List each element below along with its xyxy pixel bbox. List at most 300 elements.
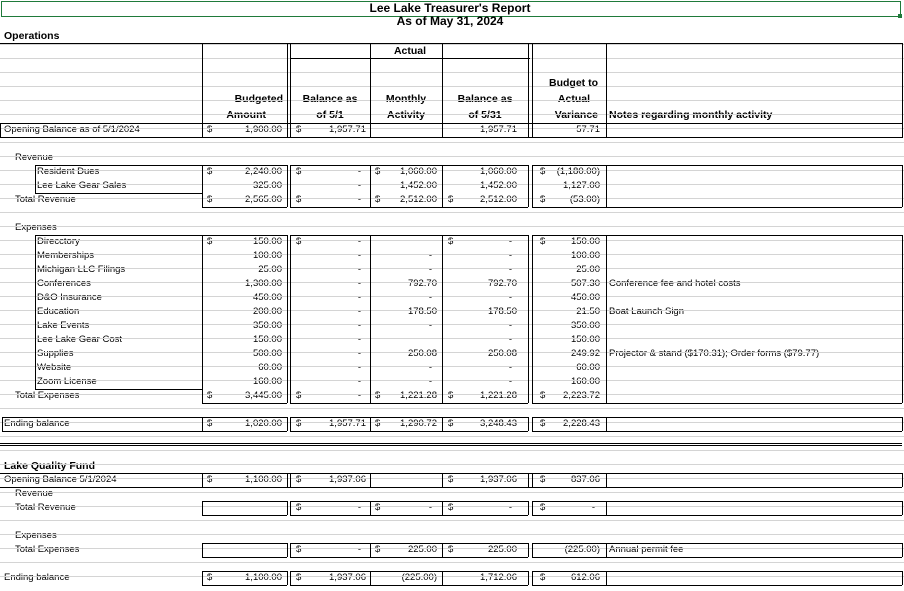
row-label: Education [37, 306, 80, 317]
dollar-sign: $ [296, 124, 302, 135]
cell-monthly: 250.08 [407, 348, 437, 359]
h-line [532, 207, 606, 208]
h-line [606, 431, 902, 432]
h-line [606, 501, 902, 502]
h-line [532, 235, 606, 236]
dollar-sign: $ [448, 236, 454, 247]
cell-variance: 100.00 [570, 250, 600, 261]
h-line [532, 431, 606, 432]
v-line [287, 417, 288, 431]
cell-monthly: 1,452.00 [400, 180, 437, 191]
h-line [2, 417, 202, 418]
v-line [370, 501, 371, 515]
h-line [442, 585, 528, 586]
cell-bal51: 1,937.06 [329, 572, 366, 583]
v-line [902, 501, 903, 515]
header-variance: Variance [554, 109, 598, 121]
h-line [202, 235, 287, 236]
column-divider [202, 43, 203, 138]
v-line [370, 473, 371, 487]
cell-bal51: 1,957.71 [329, 418, 366, 429]
h-line [370, 417, 442, 418]
dollar-sign: $ [540, 502, 546, 513]
dollar-sign: $ [207, 418, 213, 429]
v-line [442, 235, 443, 403]
dollar-sign: $ [296, 544, 302, 555]
cell-bal51: - [357, 278, 361, 289]
v-line [606, 165, 607, 207]
row-label: Supplies [37, 348, 74, 359]
h-line [532, 403, 606, 404]
cell-bal51: - [357, 180, 361, 191]
h-line [202, 165, 287, 166]
gridline [0, 534, 904, 535]
cell-budget: 200.00 [252, 306, 282, 317]
h-line [442, 515, 528, 516]
cell-monthly: - [428, 362, 432, 373]
gridline [0, 520, 904, 521]
v-line [290, 473, 291, 487]
dollar-sign: $ [448, 544, 454, 555]
column-divider [528, 43, 529, 138]
h-line [290, 417, 370, 418]
cell-variance: 1,127.00 [563, 180, 600, 191]
v-line [528, 235, 529, 403]
cell-bal51: - [357, 348, 361, 359]
cell-variance: 21.50 [576, 306, 600, 317]
cell-monthly: 225.00 [407, 544, 437, 555]
v-line [528, 501, 529, 515]
cell-variance: 25.00 [576, 264, 600, 275]
h-line [202, 473, 287, 474]
cell-bal531: - [508, 362, 512, 373]
v-line [202, 543, 203, 557]
gridline [0, 282, 904, 283]
cell-bal531: - [508, 250, 512, 261]
row-note: Projector & stand ($170.31); Order forms ($79.77) [609, 348, 820, 359]
h-line [202, 557, 287, 558]
cell-bal531: 2,512.00 [480, 194, 517, 205]
gridline [0, 240, 904, 241]
h-line [370, 571, 442, 572]
h-line [290, 585, 370, 586]
h-line [202, 431, 287, 432]
gridline [0, 86, 904, 87]
cell-bal531: 3,248.43 [480, 418, 517, 429]
cell-bal531: 250.08 [487, 348, 517, 359]
dollar-sign: $ [296, 572, 302, 583]
cell-bal51: - [357, 292, 361, 303]
dollar-sign: $ [207, 194, 213, 205]
row-label: Lee Lake Gear Cost [37, 334, 123, 345]
row-label: Total Revenue [15, 194, 76, 205]
dollar-sign: $ [448, 390, 454, 401]
cell-bal51: 1,957.71 [329, 124, 366, 135]
cell-budget: 350.00 [252, 320, 282, 331]
gridline [0, 44, 904, 45]
dollar-sign: $ [207, 572, 213, 583]
column-divider [370, 43, 371, 138]
h-line [442, 207, 528, 208]
v-line [902, 417, 903, 431]
dollar-sign: $ [375, 544, 381, 555]
gridline [0, 562, 904, 563]
row-label: Expenses [15, 222, 57, 233]
header-actual: Actual [557, 93, 590, 105]
h-line [442, 543, 528, 544]
gridline [0, 212, 904, 213]
h-line [370, 515, 442, 516]
v-line [528, 165, 529, 207]
row-label: Website [37, 362, 72, 373]
v-line [287, 571, 288, 585]
row-label: Expenses [15, 530, 57, 541]
header-budgeted: Budgeted [234, 93, 283, 105]
header-activity: Activity [387, 109, 425, 121]
gridline [0, 226, 904, 227]
cell-budget: 160.00 [252, 376, 282, 387]
gridline [0, 128, 904, 129]
v-line [287, 235, 288, 403]
h-line [606, 207, 902, 208]
v-line [442, 165, 443, 207]
h-line [35, 389, 202, 390]
h-line [606, 487, 902, 488]
h-line [532, 585, 606, 586]
row-label: Total Revenue [15, 502, 76, 513]
dollar-sign: $ [540, 236, 546, 247]
header-amount: Amount [226, 109, 266, 121]
cell-bal531: 792.70 [487, 278, 517, 289]
cell-bal531: - [508, 236, 512, 247]
v-line [442, 417, 443, 431]
row-label: Resident Dues [37, 166, 100, 177]
gridline [0, 436, 904, 437]
cell-bal531: 1,957.71 [480, 124, 517, 135]
cell-bal531: 1,060.00 [480, 166, 517, 177]
row-label: Opening Balance as of 5/1/2024 [4, 124, 140, 135]
gridline [0, 394, 904, 395]
dollar-sign: $ [448, 194, 454, 205]
h-line [442, 571, 528, 572]
row-label: Lake Events [37, 320, 90, 331]
gridline [0, 450, 904, 451]
h-line [202, 403, 287, 404]
double-rule [0, 443, 902, 446]
v-line [202, 571, 203, 585]
gridline [0, 100, 904, 101]
column-divider [532, 43, 533, 138]
cell-budget: 1,100.00 [245, 474, 282, 485]
gridline [0, 548, 904, 549]
gridline [0, 408, 904, 409]
cell-monthly: - [428, 320, 432, 331]
h-line [370, 487, 442, 488]
header-bottom-line [0, 123, 902, 124]
dollar-sign: $ [375, 194, 381, 205]
lake-quality-fund-heading: Lake Quality Fund [4, 460, 96, 472]
operations-heading: Operations [4, 30, 60, 42]
h-line [370, 543, 442, 544]
v-line [370, 571, 371, 585]
h-line [606, 473, 902, 474]
cell-monthly: 1,221.28 [400, 390, 437, 401]
cell-variance: 150.00 [570, 334, 600, 345]
cell-monthly: - [428, 376, 432, 387]
dollar-sign: $ [375, 390, 381, 401]
column-divider [442, 43, 443, 138]
cell-variance: 150.00 [570, 236, 600, 247]
dollar-sign: $ [540, 418, 546, 429]
gridline [0, 72, 904, 73]
v-line [442, 571, 443, 585]
cell-monthly: 2,512.00 [400, 194, 437, 205]
v-line [370, 543, 371, 557]
cell-bal51: - [357, 250, 361, 261]
h-line [606, 235, 902, 236]
h-line [370, 473, 442, 474]
h-line [532, 417, 606, 418]
dollar-sign: $ [207, 474, 213, 485]
cell-bal531: 1,937.06 [480, 474, 517, 485]
h-line [370, 501, 442, 502]
h-line [532, 515, 606, 516]
column-divider [290, 43, 291, 138]
row-label: Michigan LLC Filings [37, 264, 126, 275]
h-line [290, 557, 370, 558]
dollar-sign: $ [448, 418, 454, 429]
cell-monthly: 792.70 [407, 278, 437, 289]
selection-handle [898, 14, 902, 18]
h-line [532, 543, 606, 544]
gridline [0, 184, 904, 185]
gridline [0, 338, 904, 339]
v-line [287, 543, 288, 557]
v-line [35, 165, 36, 193]
row-label: Memberships [37, 250, 95, 261]
row-note: Conference fee and hotel costs [609, 278, 741, 289]
v-line [442, 543, 443, 557]
row-label: Conferences [37, 278, 91, 289]
cell-budget: 1,900.00 [245, 124, 282, 135]
h-line [606, 571, 902, 572]
h-line [532, 165, 606, 166]
cell-budget: 450.00 [252, 292, 282, 303]
v-line [902, 165, 903, 207]
cell-bal51: - [357, 502, 361, 513]
dollar-sign: $ [207, 236, 213, 247]
v-line [290, 543, 291, 557]
v-line [528, 571, 529, 585]
v-line [528, 417, 529, 431]
cell-bal51: 1,937.06 [329, 474, 366, 485]
row-label: Opening Balance 5/1/2024 [4, 474, 117, 485]
report-title: Lee Lake Treasurer's Report [369, 1, 531, 15]
cell-variance: (1,180.00) [556, 166, 600, 177]
dollar-sign: $ [448, 502, 454, 513]
gridline [0, 464, 904, 465]
v-line [202, 501, 203, 515]
cell-budget: 2,240.00 [245, 166, 282, 177]
h-line [606, 165, 902, 166]
dollar-sign: $ [296, 502, 302, 513]
cell-variance: 57.71 [576, 124, 600, 135]
h-line [290, 571, 370, 572]
gridline [0, 492, 904, 493]
row-label: Revenue [15, 488, 54, 499]
v-line [532, 501, 533, 515]
cell-bal531: 178.50 [487, 306, 517, 317]
gridline [0, 156, 904, 157]
cell-variance: 837.06 [570, 474, 600, 485]
cell-variance: 450.00 [570, 292, 600, 303]
cell-monthly: - [428, 292, 432, 303]
v-line [606, 571, 607, 585]
gridline [0, 422, 904, 423]
cell-bal531: - [508, 376, 512, 387]
cell-bal531: 225.00 [487, 544, 517, 555]
dollar-sign: $ [540, 390, 546, 401]
dollar-sign: $ [448, 474, 454, 485]
cell-bal51: - [357, 362, 361, 373]
column-divider [902, 43, 903, 138]
operations-top-line [0, 43, 902, 44]
v-line [290, 501, 291, 515]
dollar-sign: $ [540, 166, 546, 177]
v-line [290, 235, 291, 403]
cell-variance: (225.00) [564, 544, 600, 555]
gridline [0, 142, 904, 143]
gridline [0, 324, 904, 325]
dollar-sign: $ [296, 418, 302, 429]
h-line [370, 403, 442, 404]
h-line [202, 585, 287, 586]
h-line [370, 235, 442, 236]
header-balance-531: Balance as [457, 93, 513, 105]
cell-bal531: 1,452.00 [480, 180, 517, 191]
h-line [290, 235, 370, 236]
v-line [532, 473, 533, 487]
dollar-sign: $ [296, 236, 302, 247]
cell-budget: 500.00 [252, 348, 282, 359]
row-note: Annual permit fee [609, 544, 684, 555]
v-line [532, 417, 533, 431]
h-line [606, 557, 902, 558]
cell-variance: 612.06 [570, 572, 600, 583]
cell-monthly: 178.50 [407, 306, 437, 317]
h-line [2, 431, 202, 432]
gridline [0, 170, 904, 171]
h-line [290, 165, 370, 166]
cell-monthly: - [428, 264, 432, 275]
dollar-sign: $ [207, 390, 213, 401]
gridline [0, 254, 904, 255]
h-line [370, 557, 442, 558]
cell-budget: 150.00 [252, 236, 282, 247]
h-line [35, 193, 202, 194]
v-line [202, 235, 203, 389]
v-line [370, 235, 371, 403]
dollar-sign: $ [375, 418, 381, 429]
gridline [0, 478, 904, 479]
v-line [202, 473, 203, 487]
v-line [606, 235, 607, 403]
gridline [0, 198, 904, 199]
cell-variance: - [591, 502, 595, 513]
cell-bal51: - [357, 306, 361, 317]
v-line [532, 235, 533, 403]
cell-bal531: - [508, 264, 512, 275]
v-line [442, 501, 443, 515]
cell-budget: 150.00 [252, 334, 282, 345]
v-line [902, 543, 903, 557]
cell-bal531: - [508, 334, 512, 345]
h-line [290, 473, 370, 474]
cell-variance: 2,223.72 [563, 390, 600, 401]
v-line [606, 473, 607, 487]
h-line [290, 501, 370, 502]
dollar-sign: $ [375, 166, 381, 177]
h-line [532, 501, 606, 502]
gridline [0, 310, 904, 311]
dollar-sign: $ [207, 124, 213, 135]
v-line [606, 543, 607, 557]
h-line [606, 515, 902, 516]
h-line [35, 165, 202, 166]
row-label: D&O Insurance [37, 292, 102, 303]
v-line [2, 417, 3, 431]
cell-bal51: - [357, 166, 361, 177]
header-of-531: of 5/31 [468, 109, 502, 121]
actual-underline [290, 58, 530, 59]
v-line [528, 473, 529, 487]
h-line [442, 165, 528, 166]
v-line [606, 501, 607, 515]
dollar-sign: $ [296, 390, 302, 401]
cell-bal51: - [357, 334, 361, 345]
column-divider [287, 43, 288, 138]
cell-bal51: - [357, 544, 361, 555]
v-line [902, 473, 903, 487]
h-line [532, 487, 606, 488]
v-line [287, 473, 288, 487]
h-line [35, 235, 202, 236]
dollar-sign: $ [540, 194, 546, 205]
h-line [290, 543, 370, 544]
row-label: Ending balance [4, 418, 70, 429]
header-budget-to: Budget to [549, 77, 598, 89]
cell-budget: 1,300.00 [245, 278, 282, 289]
h-line [442, 557, 528, 558]
dollar-sign: $ [296, 194, 302, 205]
cell-variance: 160.00 [570, 376, 600, 387]
cell-variance: 60.00 [576, 362, 600, 373]
h-line [532, 571, 606, 572]
h-line [370, 431, 442, 432]
v-line [202, 165, 203, 193]
row-label: Total Expenses [15, 390, 80, 401]
v-line [370, 417, 371, 431]
cell-variance: 507.30 [570, 278, 600, 289]
gridline [0, 506, 904, 507]
h-line [442, 473, 528, 474]
h-line [606, 585, 902, 586]
cell-monthly: 1,290.72 [400, 418, 437, 429]
h-line [442, 417, 528, 418]
header-notes: Notes regarding monthly activity [609, 109, 773, 121]
cell-bal531: - [508, 292, 512, 303]
dollar-sign: $ [296, 166, 302, 177]
